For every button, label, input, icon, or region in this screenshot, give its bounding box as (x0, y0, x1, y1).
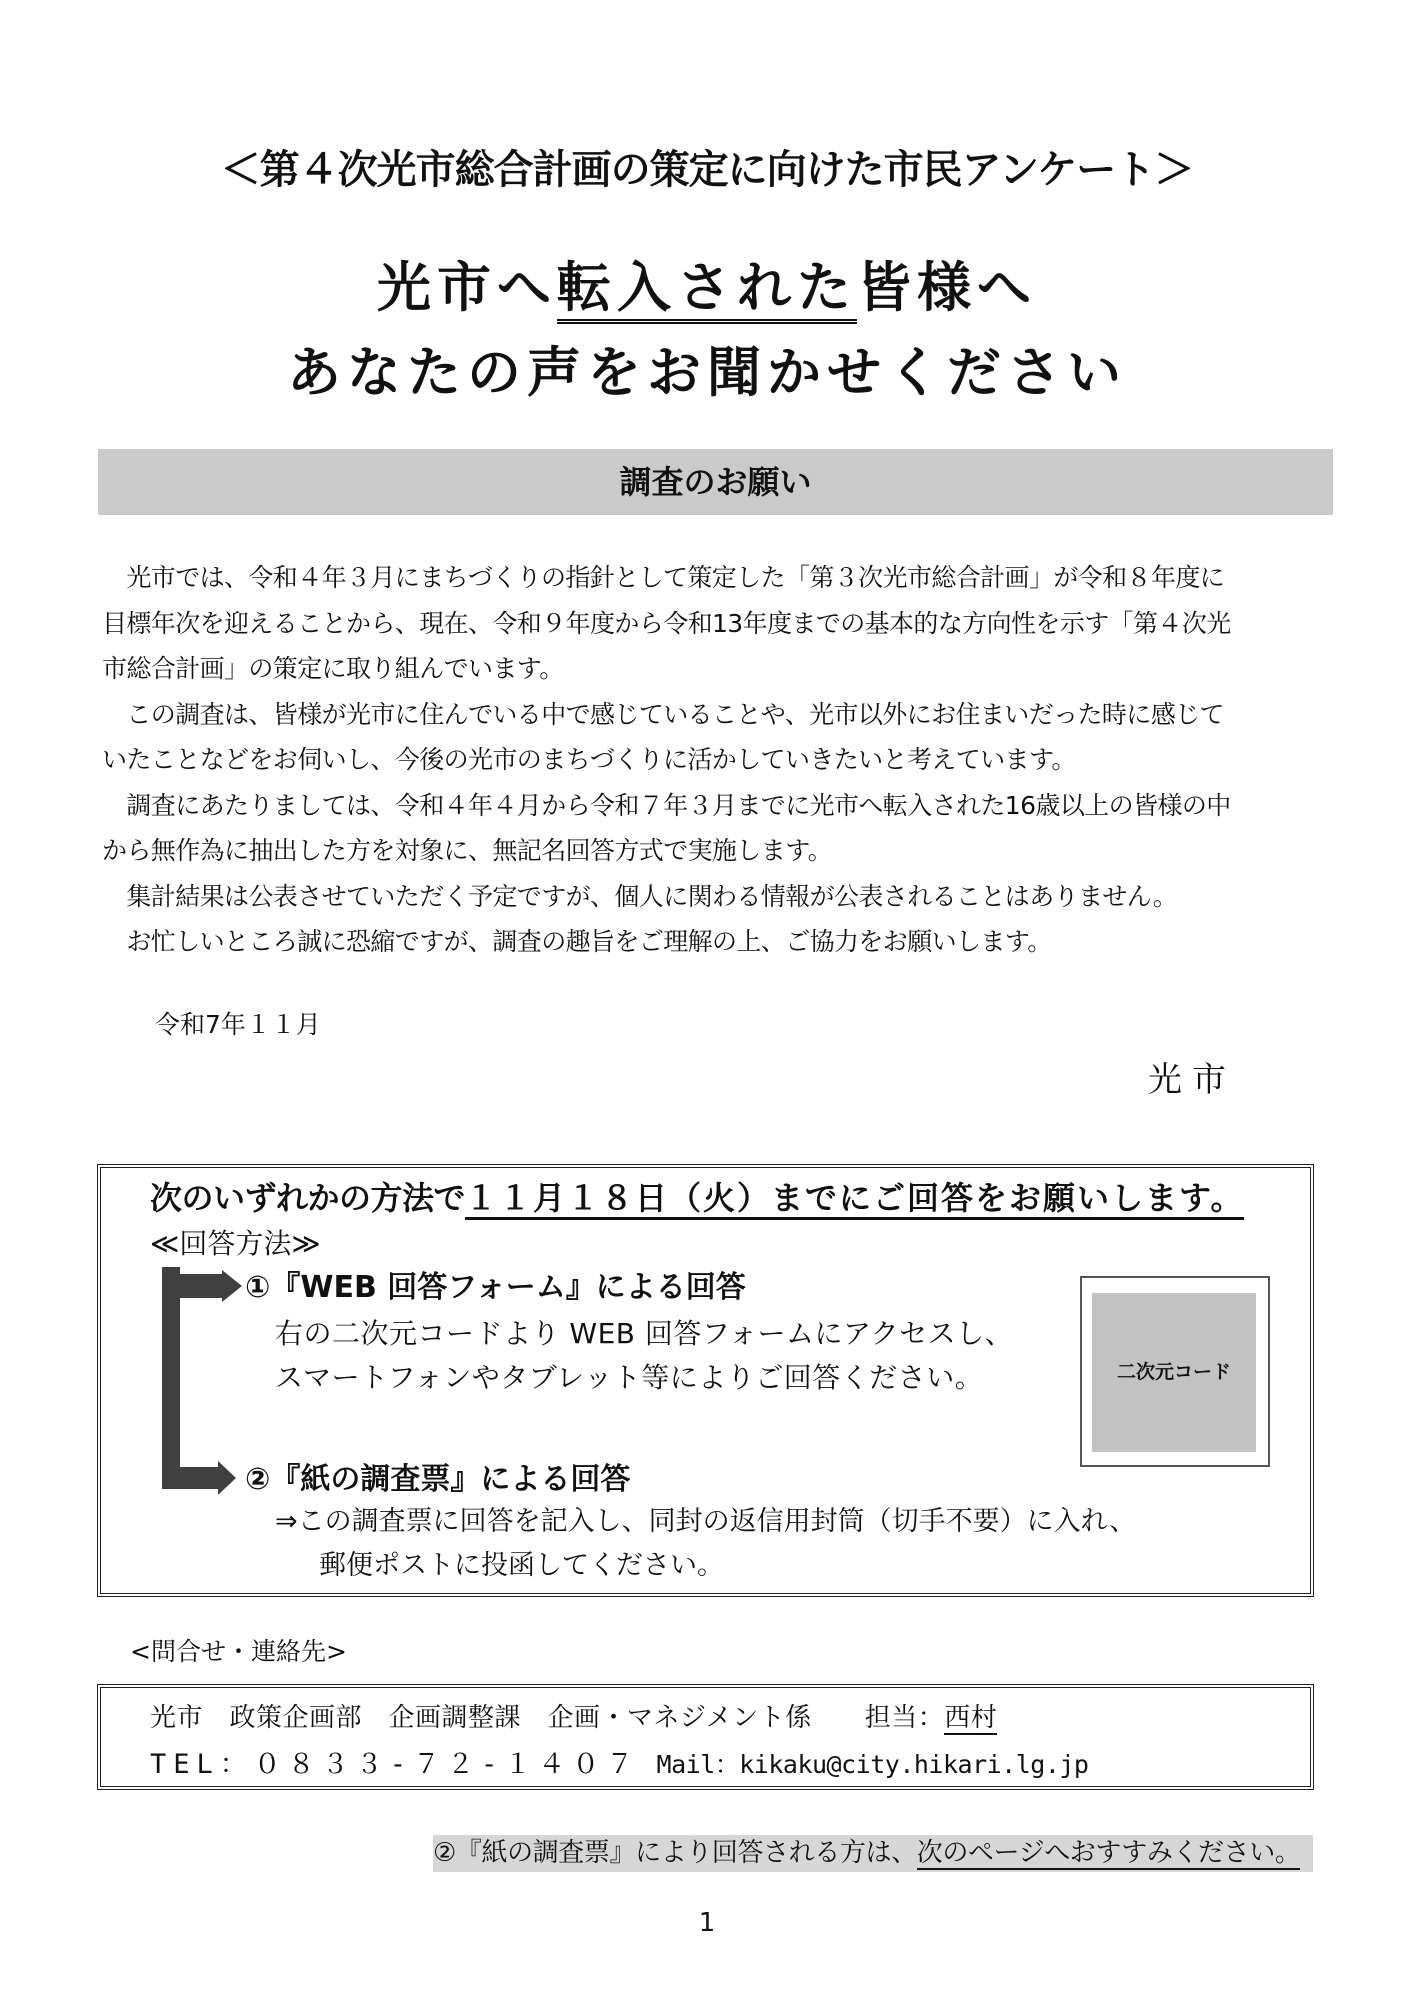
contact-department: 光市 政策企画部 企画調整課 企画・マネジメント係 担当： (150, 1703, 945, 1733)
option-paper-title: ②『紙の調査票』による回答 (245, 1462, 631, 1497)
arrow-right-icon (162, 1274, 224, 1298)
arrow-right-icon (218, 1461, 236, 1495)
deadline-date: １１月１８日（火）までにご回答をお願いします。 (465, 1179, 1244, 1220)
option-paper-line: ⇒この調査票に回答を記入し、同封の返信用封筒（切手不要）に入れ、 (275, 1506, 1137, 1537)
body-line: 集計結果は公表させていただく予定ですが、個人に関わる情報が公表されることはありません。 (102, 881, 1178, 911)
deadline-prefix: 次のいずれかの方法で (150, 1179, 466, 1217)
body-line: から無作為に抽出した方を対象に、無記名回答方式で実施します。 (102, 836, 833, 865)
arrow-right-icon (222, 1270, 242, 1302)
arrow-right-icon (162, 1467, 220, 1489)
signer: 光市 (1148, 1060, 1236, 1100)
option-web-line: 右の二次元コードより WEB 回答フォームにアクセスし、 (275, 1317, 1014, 1350)
option-web-line: スマートフォンやタブレット等によりご回答ください。 (275, 1361, 984, 1394)
main-title-line1 (0, 245, 1414, 322)
contact-details (150, 1742, 1088, 1781)
title-prefix: 光市へ (377, 256, 557, 319)
body-line: いたことなどをお伺いし、今後の光市のまちづくりに活かしていきたいと考えています。 (102, 745, 1076, 774)
page-number: 1 (698, 1908, 716, 1938)
bracket-arrow-icon (162, 1267, 180, 1488)
survey-subtitle: ＜第４次光市総合計画の策定に向けた市民アンケート＞ (220, 147, 1194, 193)
body-line: 市総合計画」の策定に取り組んでいます。 (102, 654, 564, 683)
option-web-description (275, 1312, 1013, 1400)
contact-org (150, 1697, 997, 1734)
section-heading: 調査のお願い (98, 449, 1333, 515)
main-title-line2: あなたの声をお聞かせください (287, 341, 1127, 404)
body-text (102, 555, 1332, 965)
option-paper-description (275, 1500, 1136, 1588)
body-line: 光市では、令和４年３月にまちづくりの指針として策定した「第３次光市総合計画」が令和８年度に (102, 563, 1225, 592)
title-suffix: 皆様へ (857, 256, 1037, 319)
option-paper-line: 郵便ポストに投函してください。 (319, 1550, 724, 1581)
body-line: 調査にあたりましては、令和４年４月から令和７年３月までに光市へ転入された16歳以上の皆様の中 (102, 790, 1231, 820)
title-underlined: 転入された (557, 256, 857, 324)
note-underlined: 次のページへおすすみください。 (916, 1838, 1301, 1868)
methods-label: ≪回答方法≫ (150, 1227, 321, 1260)
contact-person: 西村 (944, 1703, 998, 1733)
body-line: この調査は、皆様が光市に住んでいる中で感じていることや、光市以外にお住まいだった時に感じて (102, 699, 1224, 729)
contact-label: <問合せ・連絡先> (130, 1637, 347, 1666)
body-line: お忙しいところ誠に恐縮ですが、調査の趣旨をご理解の上、ご協力をお願いします。 (102, 927, 1052, 956)
contact-mail[interactable]: Mail：kikaku@city.hikari.lg.jp (656, 1750, 1089, 1779)
next-page-note (433, 1835, 1313, 1872)
option-web-title: ①『WEB 回答フォーム』による回答 (245, 1270, 746, 1305)
qr-code-placeholder[interactable]: 二次元コード (1092, 1293, 1256, 1452)
deadline-line (150, 1173, 1244, 1219)
contact-tel[interactable]: TEL：０８３３-７２-１４０７ (150, 1749, 641, 1780)
note-prefix: ②『紙の調査票』により回答される方は、 (433, 1838, 917, 1868)
issue-date: 令和7年１１月 (155, 1010, 321, 1039)
body-line: 目標年次を迎えることから、現在、令和９年度から令和13年度までの基本的な方向性を示す「第４次光 (102, 608, 1231, 638)
